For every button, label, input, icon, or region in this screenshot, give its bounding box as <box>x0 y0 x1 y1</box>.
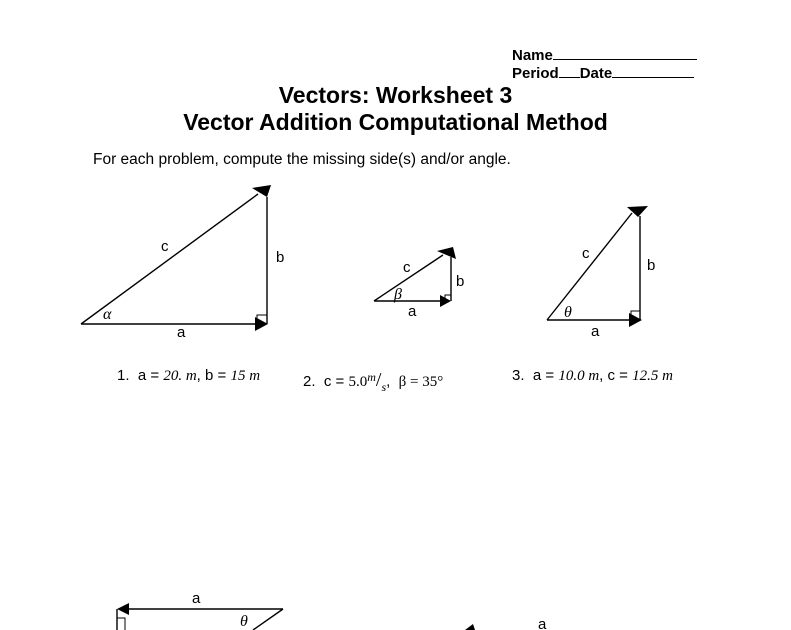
problem-1-separator: , b = <box>196 367 227 384</box>
problem-1 <box>117 367 260 385</box>
problem-1-a-label: a = <box>137 367 160 384</box>
problem-2-unit-numerator: m <box>367 370 376 384</box>
vector-c-4 <box>253 609 283 630</box>
label-c-1: c <box>161 238 169 255</box>
problem-2-number: 2. <box>303 373 316 390</box>
name-label: Name <box>512 47 553 64</box>
triangle-4 <box>117 590 283 630</box>
label-a-5: a <box>538 616 547 630</box>
label-b-1: b <box>276 249 285 266</box>
triangle-3 <box>547 206 655 340</box>
label-b-3: b <box>647 257 656 274</box>
triangle-2 <box>374 247 464 320</box>
worksheet-subtitle: Vector Addition Computational Method <box>183 109 608 135</box>
label-alpha-1: α <box>103 306 112 323</box>
triangle-5 <box>465 616 547 630</box>
label-theta-3: θ <box>564 304 572 321</box>
problem-1-b-value: 15 m <box>230 368 261 384</box>
problem-2-c-label: c = <box>323 373 345 390</box>
period-label: Period <box>512 65 559 82</box>
problem-3 <box>512 367 673 385</box>
instructions-text: For each problem, compute the missing side(s) and/or angle. <box>93 151 511 168</box>
label-c-2: c <box>403 259 411 276</box>
problem-3-separator: , c = <box>599 367 628 384</box>
problem-2-beta: β = 35° <box>398 374 444 390</box>
right-angle-mark-4 <box>117 618 125 630</box>
label-b-2: b <box>456 273 465 290</box>
problem-3-c-value: 12.5 m <box>632 368 673 384</box>
problem-1-a-value: 20. m <box>163 368 197 384</box>
label-a-4: a <box>192 590 201 607</box>
label-a-2: a <box>408 303 417 320</box>
arrowhead-c-1 <box>252 185 271 197</box>
problem-1-number: 1. <box>117 367 130 384</box>
arrowhead-5 <box>465 624 475 630</box>
problem-3-a-label: a = <box>532 367 555 384</box>
worksheet-title: Vectors: Worksheet 3 <box>278 82 513 108</box>
label-a-3: a <box>591 323 600 340</box>
problem-2-unit-slash: / <box>375 369 382 391</box>
problem-2: 2. $c = 5.0^m/_s$, β = 35° <box>303 369 444 394</box>
vector-c-3 <box>547 213 632 320</box>
triangle-1 <box>81 185 284 341</box>
vector-c-1 <box>81 194 258 324</box>
arrowhead-a-4 <box>117 603 129 615</box>
problem-3-number: 3. <box>512 367 525 384</box>
problem-2-c-value: 5.0 <box>348 374 368 390</box>
label-beta-2: β <box>394 286 402 303</box>
problem-2-unit-denominator: s <box>381 380 387 394</box>
date-label: Date <box>579 65 613 82</box>
label-c-3: c <box>582 245 590 262</box>
label-theta-4: θ <box>240 613 248 630</box>
label-a-1: a <box>177 324 186 341</box>
problem-3-a-value: 10.0 m <box>558 368 600 384</box>
